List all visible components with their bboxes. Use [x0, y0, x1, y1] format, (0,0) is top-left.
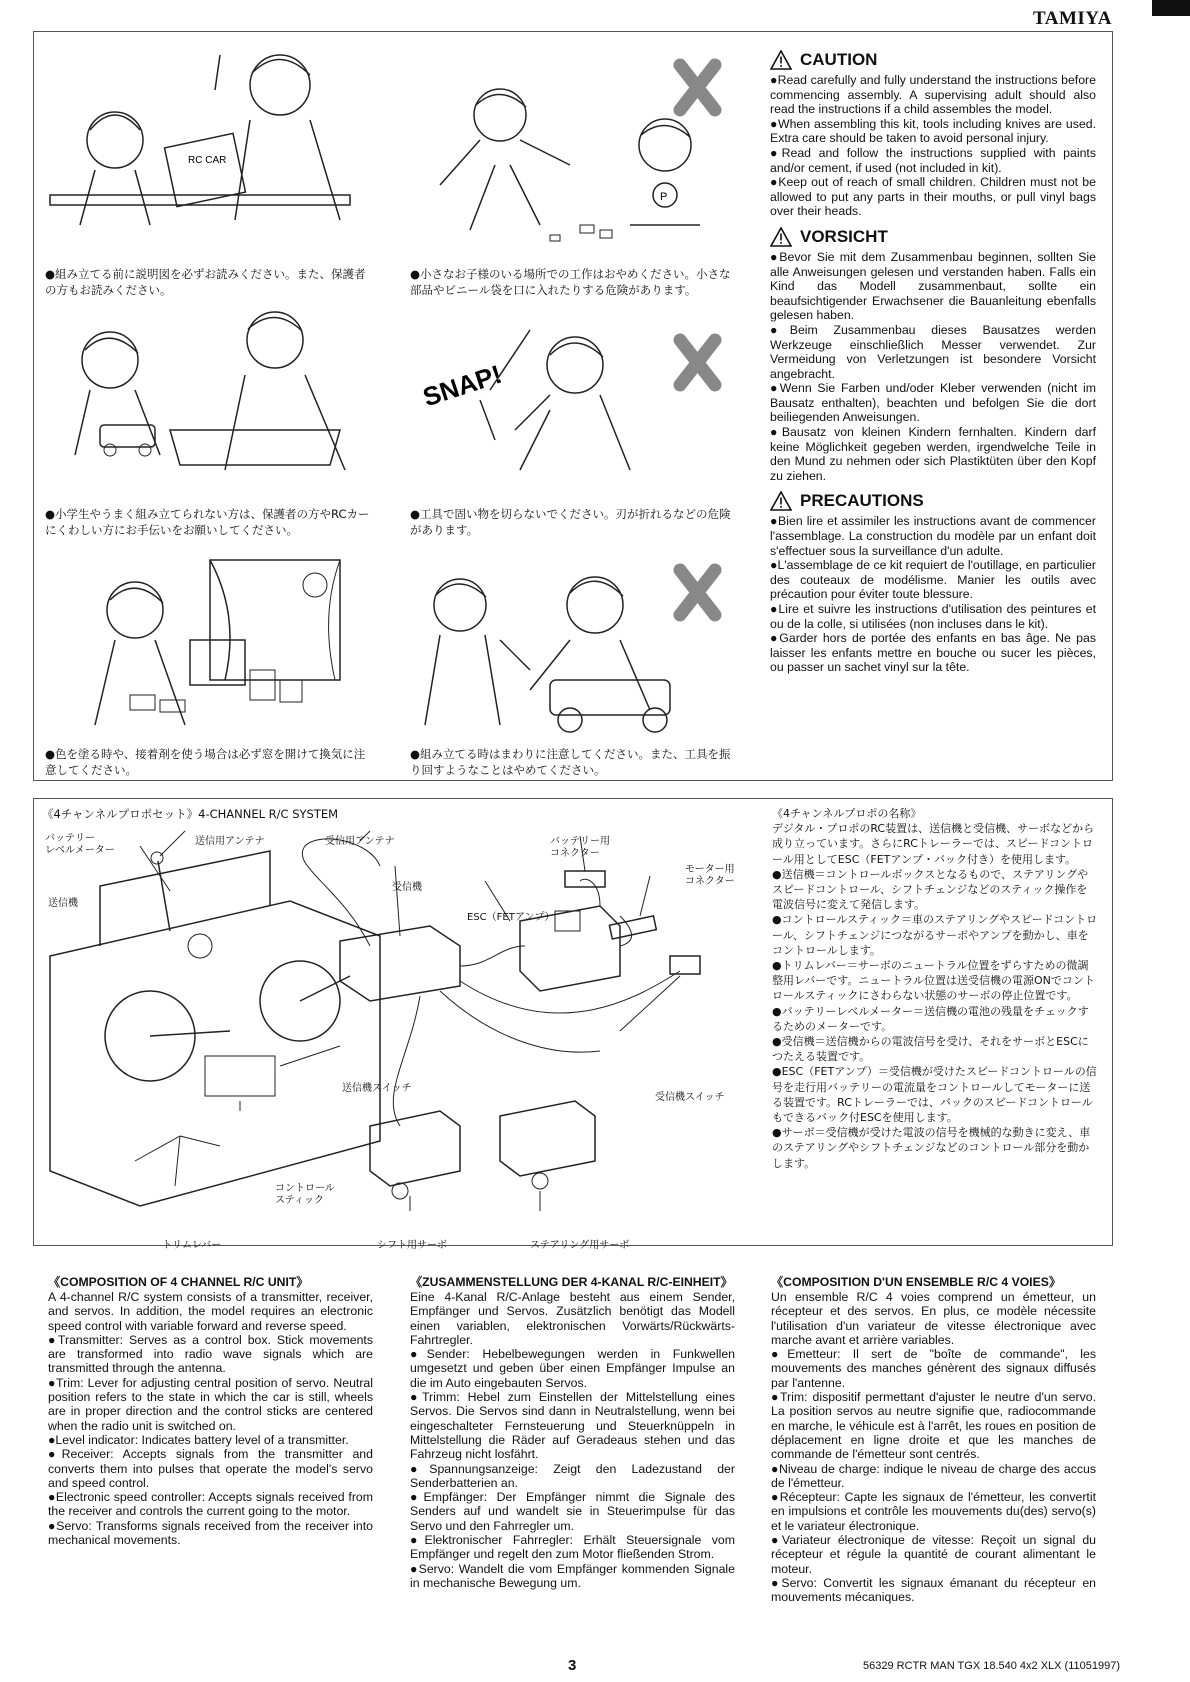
composition-de-item: ●Spannungsanzeige: Zeigt den Ladezustand der Senderbatterien an. — [410, 1461, 735, 1490]
label-transmitter-switch: 送信機スイッチ — [342, 1083, 412, 1094]
receiver-switch — [670, 956, 700, 974]
illustration-read-instructions — [40, 45, 370, 260]
composition-en-item: ●Electronic speed controller: Accepts signals received from the receiver and controls the current going to the motor. — [48, 1490, 373, 1519]
vorsicht-heading — [770, 227, 1096, 247]
transmitter-handle — [100, 851, 270, 946]
caution-title: CAUTION — [800, 50, 878, 69]
label-receiver: 受信機 — [392, 882, 422, 893]
jp-names-item: ●コントロールスティック＝車のステアリングやスピードコントロール、シフトチェンジにつながるサーボやアンプを動かし、車をコントロールします。 — [772, 913, 1098, 957]
illustration-small-children — [400, 55, 730, 260]
safety-caption-1: ●組み立てる前に説明図を必ずお読みください。また、保護者の方もお読みください。 — [45, 267, 366, 297]
composition-en-item: ●Level indicator: Indicates battery level of a transmitter. — [48, 1432, 349, 1447]
vorsicht-item: ●Bevor Sie mit dem Zusammenbau beginnen, sollten Sie alle Anweisungen gelesen und verstanden haben. Falls ein Kind das Modell zusammenbaut, sollte ein beaufsichtigender Erwachsener die Bauanleitung ebenfalls gelesen haben. — [770, 249, 1096, 323]
svg-text:RC CAR: RC CAR — [188, 155, 227, 166]
composition-en-item: ●Receiver: Accepts signals from the transmitter and converts them into pulses that operate the model's servo and speed control. — [48, 1447, 373, 1490]
composition-fr-item: ●Variateur électronique de vitesse: Reçoit un signal du récepteur et régule la quantité de courant alimentant le moteur. — [771, 1533, 1096, 1576]
composition-de-item: ●Empfänger: Der Empfänger nimmt die Signale des Senders auf und wandelt sie in Steuerimpulse für das Servo und den Fahrregler um. — [410, 1490, 735, 1533]
warning-triangle-icon — [770, 227, 792, 247]
composition-fr-item: ●Niveau de charge: indique le niveau de charge des accus de l'émetteur. — [771, 1461, 1096, 1490]
composition-de-item: ●Trimm: Hebel zum Einstellen der Mittelstellung eines Servos. Die Servos sind dann in Neutralstellung, wenn bei eingeschalteter Fernsteuerung und Steuerknüppeln in Mittelstellung die Räder auf Geradeaus stehen und das Fahrzeug nicht losfährt. — [410, 1390, 735, 1462]
precautions-item: ●Garder hors de portée des enfants en bas âge. Ne pas laisser les enfants mettre en bouche ou sucer les pièces, ou passer un sachet vinyl sur la tête. — [770, 631, 1096, 675]
warning-triangle-icon — [770, 50, 792, 70]
safety-caption-5: ●色を塗る時や、接着剤を使う場合は必ず窓を開けて換気に注意してください。 — [45, 747, 366, 777]
composition-fr-list — [771, 1290, 1096, 1605]
label-motor-connector: モーター用 コネクター — [685, 864, 735, 887]
composition-en-item: ●Trim: Lever for adjusting central position of servo. Neutral position refers to the state in which the car is still, wheels are in proper direction and the control sticks are centered when the radio unit is switched on. — [48, 1375, 373, 1433]
composition-fr-title: 《COMPOSITION D'UN ENSEMBLE R/C 4 VOIES》 — [771, 1275, 1062, 1289]
vorsicht-list — [770, 250, 1096, 484]
label-receiver-antenna: 受信用アンテナ — [325, 836, 395, 847]
label-receiver-switch: 受信機スイッチ — [655, 1092, 725, 1103]
vorsicht-title: VORSICHT — [800, 226, 888, 246]
jp-names-item: ●バッテリーレベルメーター＝送信機の電池の残量をチェックするためのメーターです。 — [772, 1004, 1089, 1033]
jp-names-title: 《4チャンネルプロポの名称》 — [772, 807, 922, 820]
jp-names-section — [772, 806, 1098, 1171]
precautions-item: ●Bien lire et assimiler les instructions avant de commencer l'assemblage. La construction du modèle par un enfant doit s'effectuer sous la surveillance d'un adulte. — [770, 514, 1096, 558]
safety-caption-2: ●小さなお子様のいる場所での工作はおやめください。小さな部品やビニール袋を口に入れたりする危険があります。 — [410, 267, 731, 297]
jp-names-item: ●サーボ＝受信機が受けた電波の信号を機械的な動きに変え、車のステアリングやシフトチェンジなどのコントロール部分を動かします。 — [772, 1126, 1091, 1170]
jp-names-item: ●受信機＝送信機からの電波信号を受け、それをサーボとESCにつたえる装置です。 — [772, 1035, 1089, 1064]
composition-de-list — [410, 1290, 735, 1590]
caution-item: ●When assembling this kit, tools including knives are used. Extra care should be taken to avoid personal injury. — [770, 116, 1096, 146]
vorsicht-item: ●Beim Zusammenbau dieses Bausatzes werden Werkzeuge einschließlich Messer verwendet. Zur Vermeidung von Verletzungen ist besondere Vorsicht angebracht. — [770, 322, 1096, 381]
warning-triangle-icon — [770, 491, 792, 511]
illustration-tool-snap — [400, 320, 730, 490]
vorsicht-item: ●Bausatz von kleinen Kindern fernhalten. Kindern darf keine Möglichkeit gegeben werden, irgendwelche Teile in den Mund zu nehmen oder sich Plastiktüten über den Kopf zu ziehen. — [770, 425, 1096, 483]
illustration-ventilation — [40, 555, 370, 740]
label-battery-level-meter: バッテリー レベルメーター — [45, 833, 115, 856]
precautions-heading — [770, 491, 1096, 511]
composition-fr — [771, 1275, 1096, 1605]
label-steering-servo: ステアリング用サーボ — [530, 1240, 630, 1251]
composition-de-item: ●Elektronischer Fahrregler: Erhält Steuersignale vom Empfänger und regelt den zum Motor fließenden Strom. — [410, 1533, 735, 1562]
composition-en-item: ●Transmitter: Serves as a control box. Stick movements are transformed into radio wave signals which are transmitted through the antenna. — [48, 1332, 373, 1376]
steering-servo — [500, 1101, 595, 1176]
svg-text:P: P — [660, 191, 668, 203]
composition-de-title: 《ZUSAMMENSTELLUNG DER 4-KANAL R/C-EINHEIT》 — [410, 1275, 733, 1289]
label-esc: ESC（FETアンプ） — [467, 912, 555, 923]
shift-servo — [370, 1111, 460, 1186]
jp-names-item: デジタル・プロポのRC装置は、送信機と受信機、サーボなどから成り立っています。さらにRCトレーラーでは、スピードコントロール用としてESC（FETアンプ・バック付き）を使用します。 — [772, 822, 1095, 866]
caution-item: ●Read carefully and fully understand the instructions before commencing assembly. A supervising adult should also read the instructions if a child assembles the model. — [770, 73, 1096, 117]
composition-fr-item: ●Emetteur: Il sert de "boîte de commande", les mouvements des manches génèrent des signaux diffusés par l'antenne. — [771, 1347, 1096, 1390]
receiver-antenna-wire — [302, 839, 380, 946]
battery-meter — [188, 934, 212, 958]
precautions-item: ●Lire et suivre les instructions d'utilisation des peintures et ou de la colle, si utilisées (non incluses dans le kit). — [770, 602, 1096, 631]
caution-item: ●Read and follow the instructions supplied with paints and/or cement, if used (not included in kit). — [770, 145, 1096, 175]
composition-de — [410, 1275, 735, 1590]
brand-logo: TAMIYA — [1032, 8, 1112, 29]
snap-text: SNAP! — [419, 358, 506, 413]
composition-en-item: ●Servo: Transforms signals received from the receiver into mechanical movements. — [48, 1518, 373, 1548]
safety-caption-6: ●組み立てる時はまわりに注意してください。また、工具を振り回すようなことはやめてください。 — [410, 747, 731, 777]
label-shift-servo: シフト用サーボ — [377, 1240, 447, 1251]
precautions-list — [770, 514, 1096, 675]
composition-de-item: ●Sender: Hebelbewegungen werden in Funkwellen umgesetzt und geben über einen Empfänger Impulse an die im Auto eingebauten Servos. — [410, 1347, 735, 1390]
page-tab-marker — [1152, 0, 1190, 16]
label-control-stick: コントロール スティック — [275, 1183, 335, 1206]
composition-de-item: Eine 4-Kanal R/C-Anlage besteht aus einem Sender, Empfänger und Servos. Zusätzlich benötigt das Modell einen variablen, elektronischen Vorwärts/Rückwärts-Fahrtregler. — [410, 1290, 735, 1347]
label-trim-lever: トリムレバー — [162, 1240, 222, 1251]
motor-connector — [609, 916, 656, 939]
label-transmitter: 送信機 — [48, 898, 78, 909]
caution-heading — [770, 50, 1096, 70]
composition-fr-item: ●Récepteur: Capte les signaux de l'émetteur, les convertit en impulsions et contrôle les mouvements du(des) servo(s) et le variateur électronique. — [771, 1490, 1096, 1533]
jp-names-item: ●送信機＝コントロールボックスとなるもので、ステアリングやスピードコントロール、シフトチェンジなどのスティック操作を電波信号に変えて発信します。 — [772, 867, 1089, 912]
composition-fr-item: ●Servo: Convertit les signaux émanant du récepteur en mouvements mécaniques. — [771, 1575, 1096, 1605]
safety-caption-3: ●小学生やうまく組み立てられない方は、保護者の方やRCカーにくわしい方にお手伝いをお願いしてください。 — [45, 507, 370, 537]
illustration-swinging-tools — [400, 560, 730, 740]
document-code: 56329 RCTR MAN TGX 18.540 4x2 XLX (11051997) — [862, 1660, 1120, 1672]
precautions-title: PRECAUTIONS — [800, 491, 924, 511]
composition-fr-item: ●Trim: dispositif permettant d'ajuster le neutre d'un servo. La position servos au neutre signifie que, radiocommande en marche, le véhicule est à l'arrêt, les roues en position de déplacement en ligne droite et que les manches de commande de l'émetteur sont centrés. — [771, 1390, 1096, 1462]
safety-caption-4: ●工具で固い物を切らないでください。刃が折れるなどの危険があります。 — [410, 507, 731, 537]
rc-system-title: 《4チャンネルプロポセット》4-CHANNEL R/C SYSTEM — [42, 807, 339, 821]
label-transmitter-antenna: 送信用アンテナ — [195, 836, 265, 847]
composition-en-list — [48, 1290, 373, 1547]
composition-de-item: ●Servo: Wandelt die vom Empfänger kommenden Signale in mechanische Bewegung um. — [410, 1561, 735, 1590]
jp-names-item: ●ESC（FETアンプ）＝受信機が受けたスピードコントロールの信号を走行用バッテリーの電流量をコントロールしてモーターに送る装置です。RCトレーラーでは、バックのスピードコントロールもできるバック付ESCを使用します。 — [772, 1065, 1097, 1125]
composition-en-item: A 4-channel R/C system consists of a transmitter, receiver, and servos. In addition, the model requires an electronic speed control with variable forward and reverse speed. — [48, 1290, 373, 1333]
page-number: 3 — [568, 1657, 577, 1674]
caution-list — [770, 73, 1096, 219]
caution-item: ●Keep out of reach of small children. Children must not be allowed to put any parts in their mouths, or pull vinyl bags over their heads. — [770, 175, 1096, 219]
composition-en — [48, 1275, 373, 1547]
composition-fr-item: Un ensemble R/C 4 voies comprend un émetteur, un récepteur et des servos. En plus, ce modèle nécessite l'utilisation d'un variateur de vitesse électronique avec marche avant et arrière variables. — [771, 1290, 1096, 1347]
label-battery-connector: バッテリー用 コネクター — [550, 836, 610, 859]
composition-en-title: 《COMPOSITION OF 4 CHANNEL R/C UNIT》 — [48, 1275, 309, 1289]
vorsicht-item: ●Wenn Sie Farben und/oder Kleber verwenden (nicht im Bausatz enthalten), beachten und befolgen Sie die dort beiliegenden Anweisungen. — [770, 381, 1096, 425]
caution-section — [770, 50, 1096, 675]
precautions-item: ●L'assemblage de ce kit requiert de l'outillage, en particulier des couteaux de modélisme. Manier les outils avec précaution pour éviter toute blessure. — [770, 558, 1096, 602]
receiver-body — [340, 926, 460, 1001]
jp-names-item: ●トリムレバー＝サーボのニュートラル位置をずらすための微調整用レバーです。ニュートラル位置は送受信機の電源ONでコントロールスティックにさわらない状態のサーボの停止位置です。 — [772, 959, 1095, 1003]
transmitter-body — [50, 901, 380, 1206]
illustration-parental-help — [40, 305, 370, 485]
